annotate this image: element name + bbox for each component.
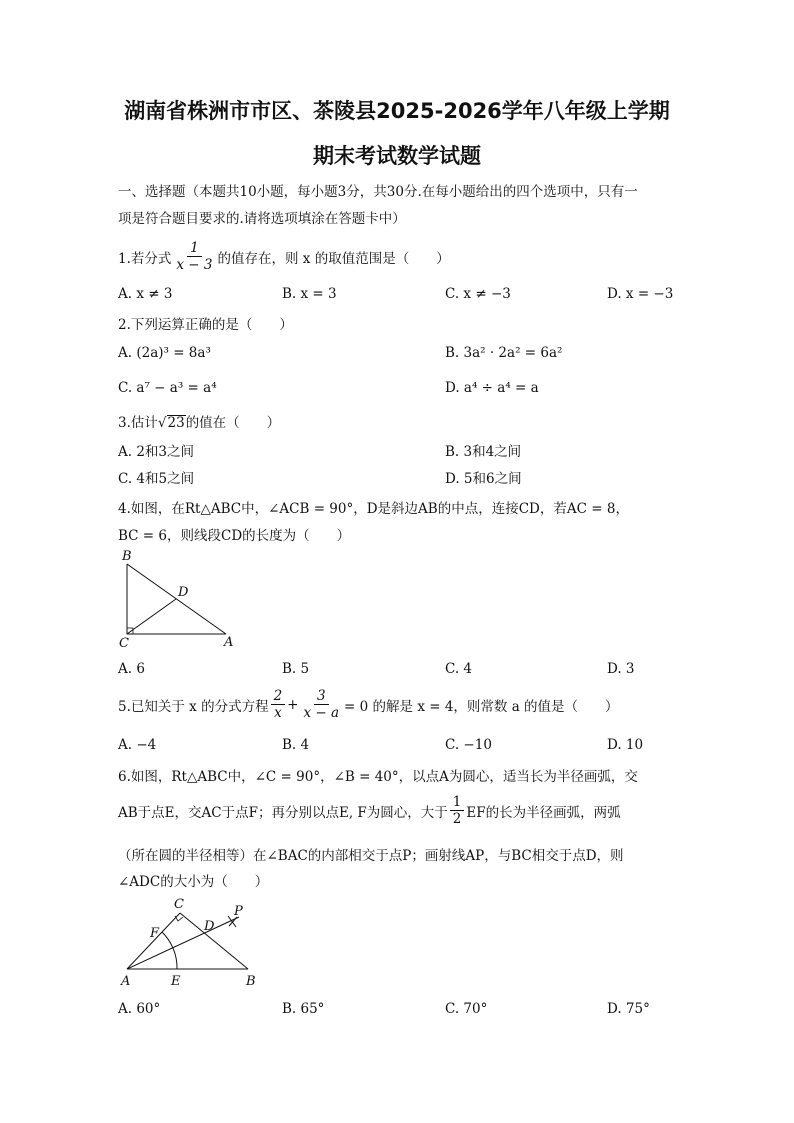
q6-arc: [162, 932, 177, 969]
q1-fraction-numerator: 1: [187, 241, 202, 257]
q5-fraction-2-denominator: x − a: [303, 705, 340, 721]
q5-option-d: D. 10: [607, 737, 644, 753]
q6-half-denominator: 2: [452, 811, 462, 827]
q5-suffix: = 0 的解是 x = 4，则常数 a 的值是（ ）: [344, 699, 619, 715]
question-6-line3: （所在圆的半径相等）在∠BAC的内部相交于点P；画射线AP，与BC相交于点D，则: [118, 848, 624, 864]
q5-option-b: B. 4: [282, 737, 310, 753]
page-subtitle: 期末考试数学试题: [313, 144, 481, 168]
q5-fraction-2-numerator: 3: [314, 689, 329, 705]
q5-fraction-2: [300, 689, 342, 721]
section-header-line1: 一、选择题（本题共10小题，每小题3分，共30分.在每小题给出的四个选项中，只有一: [118, 184, 638, 200]
q4-option-d: D. 3: [607, 661, 635, 677]
q4-label-b: B: [122, 549, 132, 564]
sqrt-icon: √: [157, 415, 167, 431]
q1-fraction: [173, 241, 215, 273]
q4-label-c: C: [119, 636, 129, 651]
q6-label-d: D: [204, 919, 215, 934]
q6-option-c: C. 70°: [445, 1001, 488, 1017]
q4-option-a: A. 6: [118, 661, 145, 677]
q3-suffix: 的值在（ ）: [185, 415, 281, 431]
q6-ray-ap: [127, 917, 239, 969]
question-4-line1: 4.如图，在Rt△ABC中，∠ACB = 90°，D是斜边AB的中点，连接CD，若AC = 8，: [118, 501, 629, 517]
q3-option-b: B. 3和4之间: [445, 444, 522, 460]
q4-option-b: B. 5: [282, 661, 310, 677]
q2-option-c: C. a⁷ − a³ = a⁴: [118, 380, 217, 396]
q6-label-c: C: [174, 897, 184, 912]
q3-option-a: A. 2和3之间: [118, 444, 195, 460]
q3-option-c: C. 4和5之间: [118, 471, 195, 487]
q6-option-b: B. 65°: [282, 1001, 325, 1017]
q5-plus: +: [287, 697, 299, 713]
section-header-line2: 项是符合题目要求的.请将选项填涂在答题卡中）: [118, 211, 406, 227]
q6-label-p: P: [234, 904, 243, 919]
question-6-line4: ∠ADC的大小为（ ）: [118, 874, 269, 890]
question-3-stem: [118, 411, 280, 431]
q3-option-d: D. 5和6之间: [445, 471, 522, 487]
q4-label-d: D: [178, 585, 189, 600]
q1-fraction-denominator: x − 3: [176, 257, 213, 273]
q6-option-d: D. 75°: [607, 1001, 650, 1017]
q5-option-a: A. −4: [118, 737, 157, 753]
page-title: 湖南省株洲市市区、茶陵县2025-2026学年八年级上学期: [124, 99, 670, 123]
q6-label-a: A: [121, 974, 131, 989]
q6-option-a: A. 60°: [118, 1001, 161, 1017]
q2-option-d: D. a⁴ ÷ a⁴ = a: [445, 380, 539, 396]
q5-fraction-1-denominator: x: [274, 705, 282, 721]
question-5-stem: [118, 689, 619, 721]
q6-line2-prefix: AB于点E，交AC于点F；再分别以点E, F为圆心，大于: [118, 805, 448, 821]
q1-prefix: 1.若分式: [118, 251, 172, 267]
q4-triangle-figure: [115, 548, 240, 653]
q5-fraction-1: [271, 689, 286, 721]
q6-half-numerator: 1: [450, 795, 465, 811]
q1-option-c: C. x ≠ −3: [445, 286, 511, 302]
q6-side-ac: [127, 913, 180, 969]
question-6-line2: [118, 795, 621, 827]
q2-option-a: A. (2a)³ = 8a³: [118, 345, 211, 361]
q6-half-fraction: [450, 795, 465, 827]
q6-label-b: B: [246, 974, 256, 989]
q3-prefix: 3.估计: [118, 415, 158, 431]
q5-prefix: 5.已知关于 x 的分式方程: [118, 699, 269, 715]
q5-option-c: C. −10: [445, 737, 492, 753]
q1-suffix: 的值存在，则 x 的取值范围是（ ）: [217, 251, 450, 267]
q1-option-a: A. x ≠ 3: [118, 286, 173, 302]
q3-radicand: 23: [167, 415, 185, 431]
q6-construction-figure: [115, 893, 270, 993]
q5-fraction-1-numerator: 2: [271, 689, 286, 705]
q4-option-c: C. 4: [445, 661, 473, 677]
q6-line2-suffix: EF的长为半径画弧，两弧: [466, 805, 621, 821]
q1-option-d: D. x = −3: [607, 286, 674, 302]
q1-option-b: B. x = 3: [282, 286, 337, 302]
q4-label-a: A: [224, 635, 234, 650]
question-1-stem: [118, 241, 450, 273]
q6-label-e: E: [171, 974, 181, 989]
q2-option-b: B. 3a² · 2a² = 6a²: [445, 345, 563, 361]
question-6-line1: 6.如图，Rt△ABC中，∠C = 90°，∠B = 40°，以点A为圆心，适当长为半径画弧，交: [118, 769, 638, 785]
question-4-line2: BC = 6，则线段CD的长度为（ ）: [118, 528, 351, 544]
question-2-stem: 2.下列运算正确的是（ ）: [118, 317, 293, 333]
q4-segment-cd: [127, 599, 176, 634]
q6-label-f: F: [150, 926, 160, 941]
